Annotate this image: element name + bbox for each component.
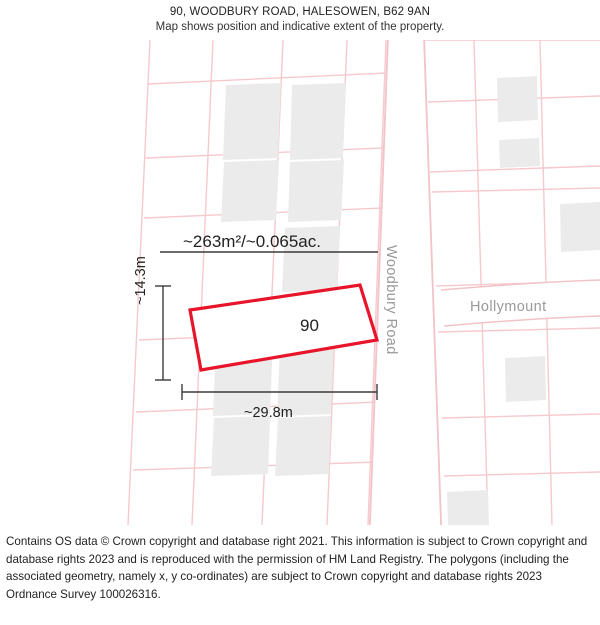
- street-label-hollymount: Hollymount: [470, 299, 547, 315]
- map-footer: [0, 533, 600, 603]
- plot-number-label: 90: [300, 316, 319, 335]
- street-label-woodbury-road: Woodbury Road: [383, 245, 399, 355]
- map-canvas[interactable]: [0, 40, 600, 525]
- plot-height-label: ~14.3m: [133, 256, 149, 305]
- plot-area-label: ~263m²/~0.065ac.: [183, 232, 321, 251]
- plot-width-label: ~29.8m: [244, 405, 293, 421]
- page-subtitle: Map shows position and indicative extent of the property.: [155, 21, 445, 33]
- page-title: 90, WOODBURY ROAD, HALESOWEN, B62 9AN: [169, 6, 431, 18]
- map-vector-layer: [0, 40, 600, 525]
- copyright-text: Contains OS data © Crown copyright and database right 2021. This information is subject to Crown copyright and database rights 2023 and is reproduced with the permission of HM Land Registry. The polygons (including the associated geometry, namely x, y co-ordinates) are subject to Crown copyright and database rights 2023 Ordnance Survey 100026316.: [6, 535, 588, 601]
- map-header: [0, 0, 600, 40]
